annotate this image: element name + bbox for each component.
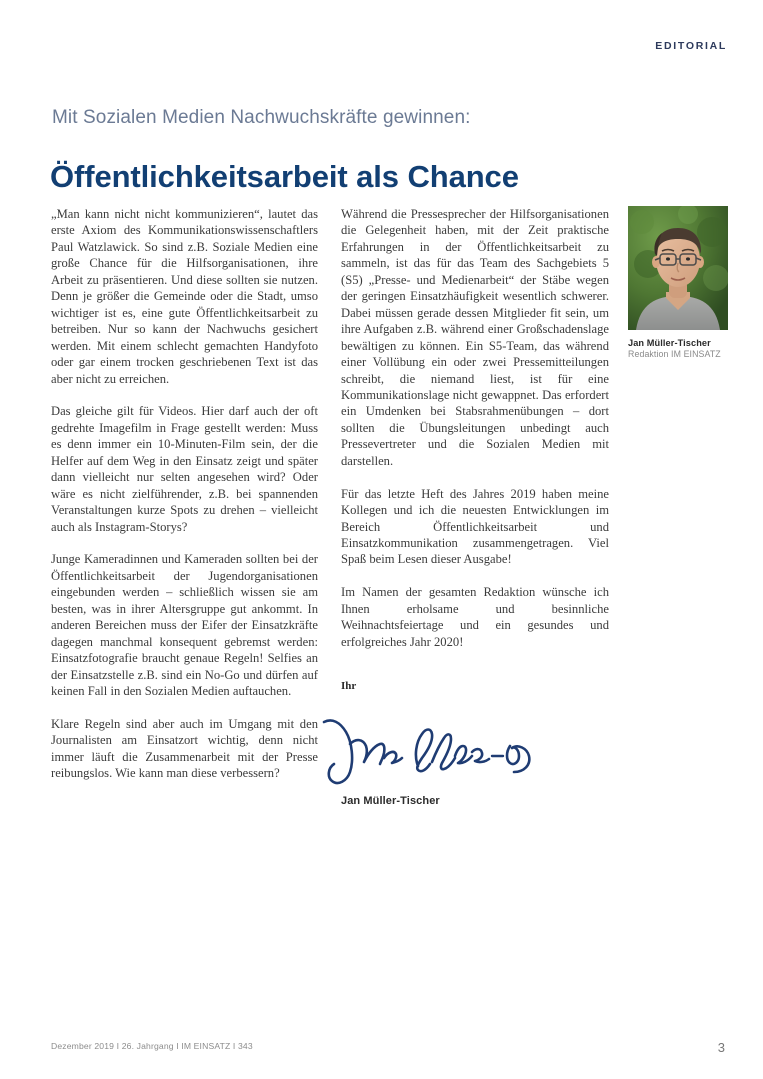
paragraph: Während die Pressesprecher der Hilfsorganisationen die Gelegenheit haben, mit der Zeit praktische Erfahrungen in der Öffentlichkeitsarbeit zu sammeln, ist das für das Team des Sachgebiets 5 (S5) „Presse- und Medienarbeit“ der Stäbe wegen der geringen Einsatzhäufigkeit wesentlich schwerer. Dabei müssen gerade dessen Mitglieder fit sein, um ihre Aufgaben z.B. während einer Großschadenslage bewältigen zu können. Ein S5-Team, das während einer Vollübung ein oder zwei Pressemitteilungen schreibt, die niemand liest, ist für eine Kommunikationslage nicht gewappnet. Das erfordert ein Umdenken bei Stabsrahmenübungen – dort sollten die Übungsleitungen unbedingt auch Pressevertreter und die Sozialen Medien mit darstellen. bbox=[341, 207, 609, 468]
paragraph: Das gleiche gilt für Videos. Hier darf auch der oft gedrehte Imagefilm in Frage gestellt werden: Muss es denn immer ein 10-Minuten-Film sein, der die Helfer auf dem Weg in den Einsatz zeigt und später dann vielleicht nur selten angesehen wird? Oder wäre es nicht zielführender, z.B. bei spannenden Veranstaltungen kurze Spots zu drehen – vielleicht auch als Instagram-Storys? bbox=[51, 404, 318, 534]
footer-page-number: 3 bbox=[717, 1040, 725, 1055]
paragraph: Für das letzte Heft des Jahres 2019 haben meine Kollegen und ich die neuesten Entwicklungen im Bereich Öffentlichkeitsarbeit und Einsatzkommunikation zusammengetragen. Viel Spaß beim Lesen dieser Ausgabe! bbox=[341, 486, 609, 567]
article-kicker: Mit Sozialen Medien Nachwuchskräfte gewinnen: bbox=[52, 107, 471, 128]
portrait-photo bbox=[628, 206, 728, 330]
body-column-left bbox=[51, 206, 318, 782]
body-column-right bbox=[341, 206, 609, 650]
closing-salutation: Ihr bbox=[341, 680, 357, 692]
paragraph: Im Namen der gesamten Redaktion wünsche ich Ihnen erholsame und besinnliche Weihnachtsfeiertage und ein gesundes und erfolgreiches Jahr 2020! bbox=[341, 585, 609, 649]
portrait-caption-name: Jan Müller-Tischer bbox=[628, 338, 711, 348]
author-portrait-block bbox=[628, 206, 728, 359]
paragraph: Klare Regeln sind aber auch im Umgang mit den Journalisten am Einsatzort wichtig, denn nicht immer läuft die Zusammenarbeit mit der Presse reibungslos. Wie kann man diese verbessern? bbox=[51, 716, 318, 781]
paragraph: „Man kann nicht nicht kommunizieren“, lautet das erste Axiom des Kommunikationswissenschaftlers Paul Watzlawick. So sind z.B. Soziale Medien eine große Chance für die Hilfsorganisationen, ihre Arbeit zu präsentieren. Und diese sollten sie nutzen. Denn je größer die Gemeinde oder die Stadt, umso wichtiger ist es, eine gute Öffentlichkeitsarbeit zu betreiben. Nur so kann der Nachwuchs gesichert werden. Mit einem schlecht gemachten Handyfoto oder gar einem trocken geschriebenen Text ist das aber nicht zu erreichen. bbox=[51, 207, 318, 386]
signature-image bbox=[322, 708, 537, 794]
paragraph: Junge Kameradinnen und Kameraden sollten bei der Öffentlichkeitsarbeit der Jugendorganisationen eingebunden werden – schließlich wissen sie am besten, was in ihrer Altersgruppe gut ankommt. In anderen Bereichen muss der Eifer der Einsatzkräfte dagegen manchmal konsequent gebremst werden: Einsatzfotografie braucht genaue Regeln! Selfies an der Einsatzstelle z.B. sind ein No-Go und dürfen auf keinen Fall in den Sozialen Medien auftauchen. bbox=[51, 552, 318, 699]
page-title: Öffentlichkeitsarbeit als Chance bbox=[50, 158, 519, 194]
footer-imprint: Dezember 2019 I 26. Jahrgang I IM EINSATZ I 343 bbox=[51, 1041, 253, 1051]
signature-name: Jan Müller-Tischer bbox=[341, 795, 440, 807]
running-head: EDITORIAL bbox=[655, 40, 727, 52]
portrait-caption-role: Redaktion IM EINSATZ bbox=[628, 349, 721, 359]
